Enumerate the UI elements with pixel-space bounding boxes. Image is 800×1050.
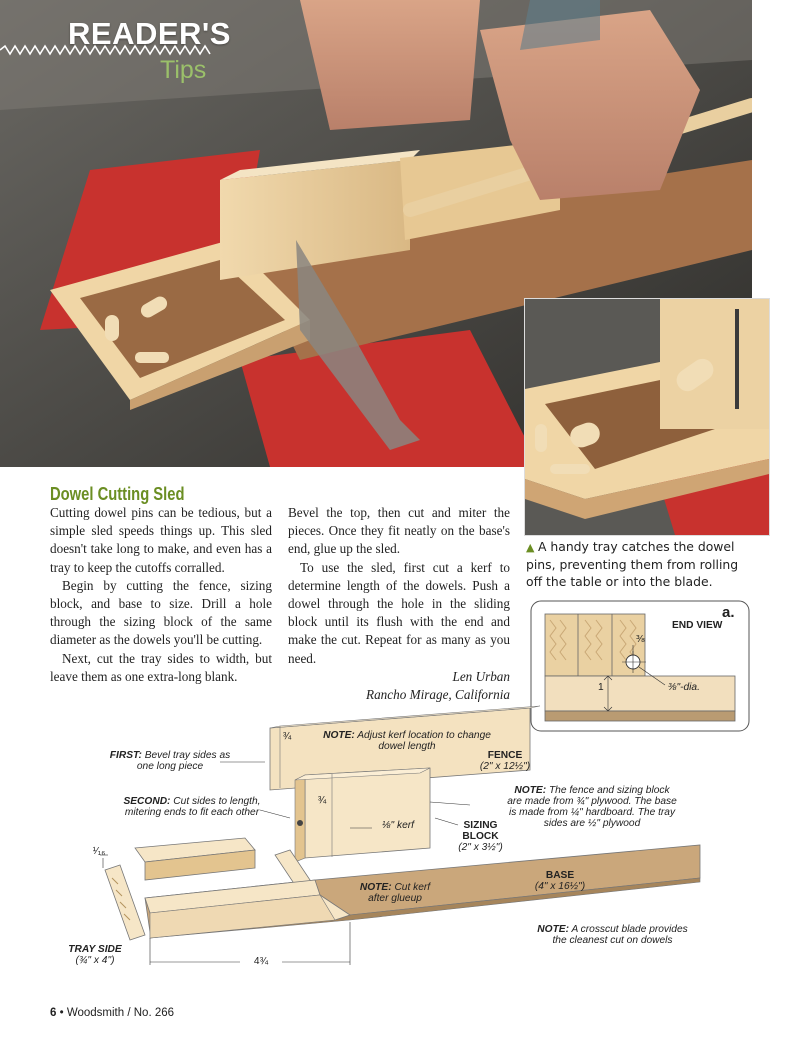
hole-offset-dimension: ⅜ bbox=[636, 634, 645, 645]
tray-offset-dimension: ¹⁄₁₆ bbox=[92, 846, 106, 857]
article-title: Dowel Cutting Sled bbox=[50, 484, 185, 504]
height-dimension: 1 bbox=[598, 682, 604, 693]
exploded-diagram bbox=[50, 700, 750, 990]
photo-caption bbox=[526, 538, 750, 590]
paragraph: Begin by cutting the fence, sizing block, and base to size. Drill a hole through the sizing block of the same diameter as the dowels you'll be cutting. bbox=[50, 577, 272, 648]
paragraph: Cutting dowel pins can be tedious, but a simple sled speeds things up. This sled doesn't take long to make, and even has a tray to keep the cutoffs corralled. bbox=[50, 505, 272, 575]
blade-note: NOTE: A crosscut blade provides the cleanest cut on dowels bbox=[537, 924, 688, 946]
end-view-title: END VIEW bbox=[672, 620, 723, 631]
second-step-note: SECOND: Cut sides to length, mitering ends to fit each other bbox=[123, 796, 261, 818]
kerf-width-label: ⅛" kerf bbox=[382, 820, 414, 831]
masthead-section: Tips bbox=[160, 56, 207, 84]
detail-badge: a. bbox=[722, 604, 735, 621]
first-step-note: FIRST: Bevel tray sides as one long piece bbox=[109, 750, 231, 772]
paragraph: To use the sled, first cut a kerf to determine length of the dowels. Push a dowel through the hole in the sliding block until its flush with the end and make the cut. Repeat for as many as you need. bbox=[288, 559, 510, 666]
glueup-note: NOTE: Cut kerf after glueup bbox=[359, 882, 431, 904]
masthead bbox=[68, 16, 231, 84]
materials-note: NOTE: The fence and sizing block are made from ¾" plywood. The base is made from ¼" hardboard. The tray sides are ½" plywood bbox=[507, 785, 677, 829]
caption-text: A handy tray catches the dowel pins, preventing them from rolling off the table or into the blade. bbox=[526, 539, 739, 589]
magazine-issue: Woodsmith / No. 266 bbox=[66, 1007, 175, 1019]
article-column-2 bbox=[288, 504, 510, 704]
fence-label: FENCE (2" x 12½") bbox=[479, 750, 531, 772]
hole-diameter-label: ⅜"-dia. bbox=[668, 682, 700, 693]
masthead-brand: READER'S bbox=[68, 16, 231, 51]
base-label: BASE (4" x 16½") bbox=[534, 870, 586, 892]
sizing-block-label: SIZING BLOCK (2" x 3½") bbox=[458, 820, 503, 853]
article-column-1 bbox=[50, 504, 272, 686]
author-name: Len Urban bbox=[452, 668, 510, 684]
inset-photo bbox=[524, 298, 770, 536]
block-thickness-dimension: ¾ bbox=[317, 795, 327, 806]
tray-side-label: TRAY SIDE (¾" x 4") bbox=[68, 944, 122, 966]
author-location: Rancho Mirage, California bbox=[366, 687, 510, 703]
page-footer bbox=[50, 1007, 174, 1019]
tray-closeup-illustration bbox=[525, 299, 769, 535]
caption-triangle-icon: ▲ bbox=[526, 541, 538, 554]
paragraph: Next, cut the tray sides to width, but leave them as one extra-long blank. bbox=[50, 650, 272, 684]
paragraph: Bevel the top, then cut and miter the pieces. Once they fit neatly on the base's end, glue up the sled. bbox=[288, 505, 510, 557]
page-number: 6 bbox=[50, 1007, 57, 1019]
fence-thickness-dimension: ¾ bbox=[282, 731, 292, 742]
kerf-location-note: NOTE: Adjust kerf location to change dowel length bbox=[323, 730, 491, 752]
tray-length-dimension: 4¾ bbox=[253, 956, 269, 967]
footer-bullet: • bbox=[59, 1007, 64, 1019]
